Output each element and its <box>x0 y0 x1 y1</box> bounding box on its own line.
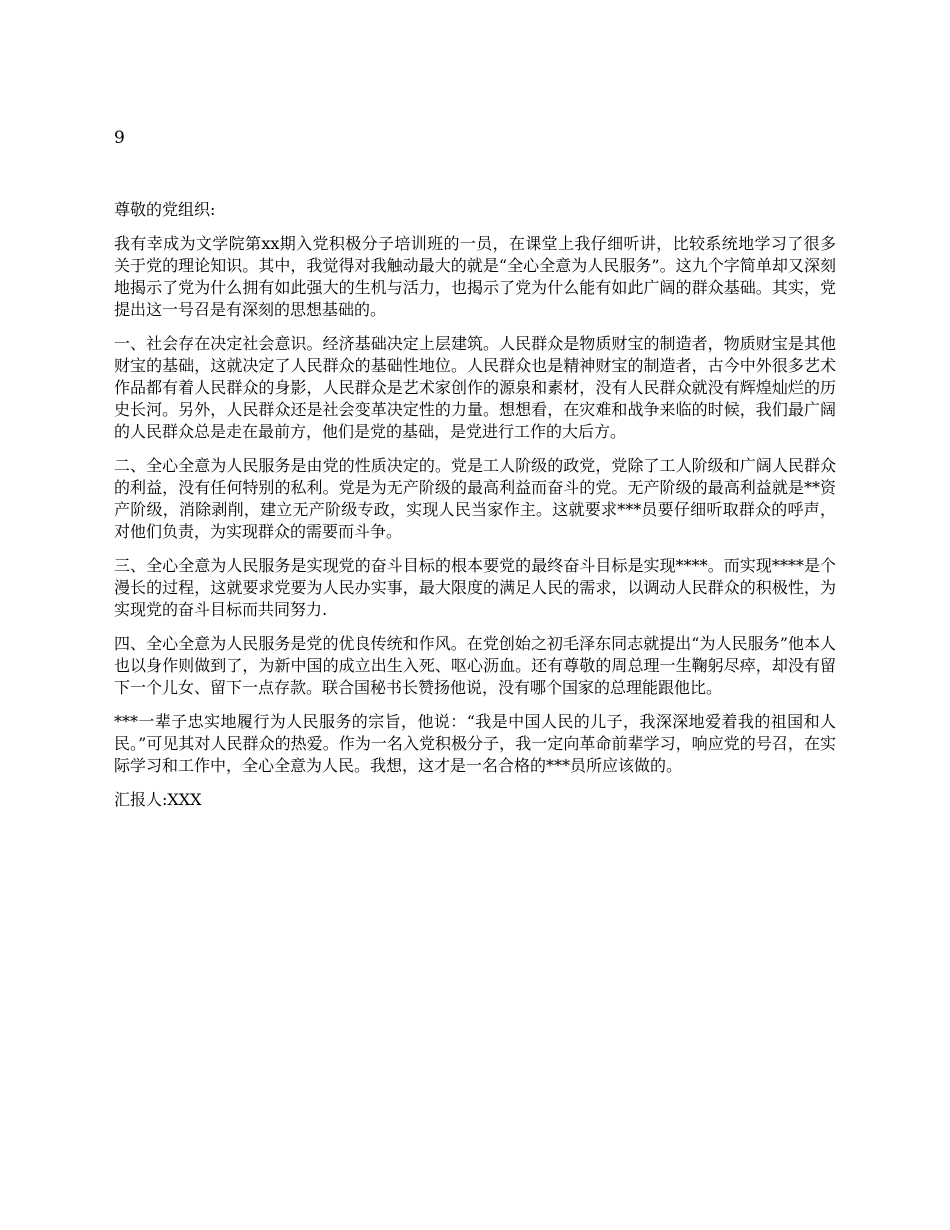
paragraph-point-four: 四、全心全意为人民服务是党的优良传统和作风。在党创始之初毛泽东同志就提出“为人民服务”他本人也以身作则做到了，为新中国的成立出生入死、呕心沥血。还有尊敬的周总理一生鞠躬尽瘁，却没有留下一个儿女、留下一点存款。联合国秘书长赞扬他说，没有哪个国家的总理能跟他比。 <box>114 634 836 697</box>
salutation: 尊敬的党组织: <box>114 200 216 219</box>
page-number: 9 <box>114 128 125 148</box>
paragraph-point-three: 三、全心全意为人民服务是实现党的奋斗目标的根本要党的最终奋斗目标是实现****。而实现****是个漫长的过程，这就要求党要为人民办实事，最大限度的满足人民的需求，以调动人民群众的积极性，为实现党的奋斗目标而共同努力. <box>114 556 836 619</box>
paragraph-intro: 我有幸成为文学院第xx期入党积极分子培训班的一员，在课堂上我仔细听讲，比较系统地学习了很多关于党的理论知识。其中，我觉得对我触动最大的就是“全心全意为人民服务”。这九个字简单却又深刻地揭示了党为什么拥有如此强大的生机与活力，也揭示了党为什么能有如此广阔的群众基础。其实，党提出这一号召是有深刻的思想基础的。 <box>114 234 836 319</box>
signature: 汇报人:XXX <box>114 790 202 809</box>
paragraph-point-two: 二、全心全意为人民服务是由党的性质决定的。党是工人阶级的政党，党除了工人阶级和广阔人民群众的利益，没有任何特别的私利。党是为无产阶级的最高利益而奋斗的党。无产阶级的最高利益就是**资产阶级，消除剥削，建立无产阶级专政，实现人民当家作主。这就要求***员要仔细听取群众的呼声，对他们负责，为实现群众的需要而斗争。 <box>114 456 836 541</box>
paragraph-point-one: 一、社会存在决定社会意识。经济基础决定上层建筑。人民群众是物质财宝的制造者，物质财宝是其他财宝的基础，这就决定了人民群众的基础性地位。人民群众也是精神财宝的制造者，古今中外很多艺术作品都有着人民群众的身影，人民群众是艺术家创作的源泉和素材，没有人民群众就没有辉煌灿烂的历史长河。另外，人民群众还是社会变革决定性的力量。想想看，在灾难和战争来临的时候，我们最广阔的人民群众总是走在最前方，他们是党的基础，是党进行工作的大后方。 <box>114 334 836 441</box>
paragraph-conclusion: ***一辈子忠实地履行为人民服务的宗旨，他说：“我是中国人民的儿子，我深深地爱着我的祖国和人民。”可见其对人民群众的热爱。作为一名入党积极分子，我一定向革命前辈学习，响应党的号召，在实际学习和工作中，全心全意为人民。我想，这才是一名合格的***员所应该做的。 <box>114 712 836 775</box>
letter-body <box>114 233 836 811</box>
